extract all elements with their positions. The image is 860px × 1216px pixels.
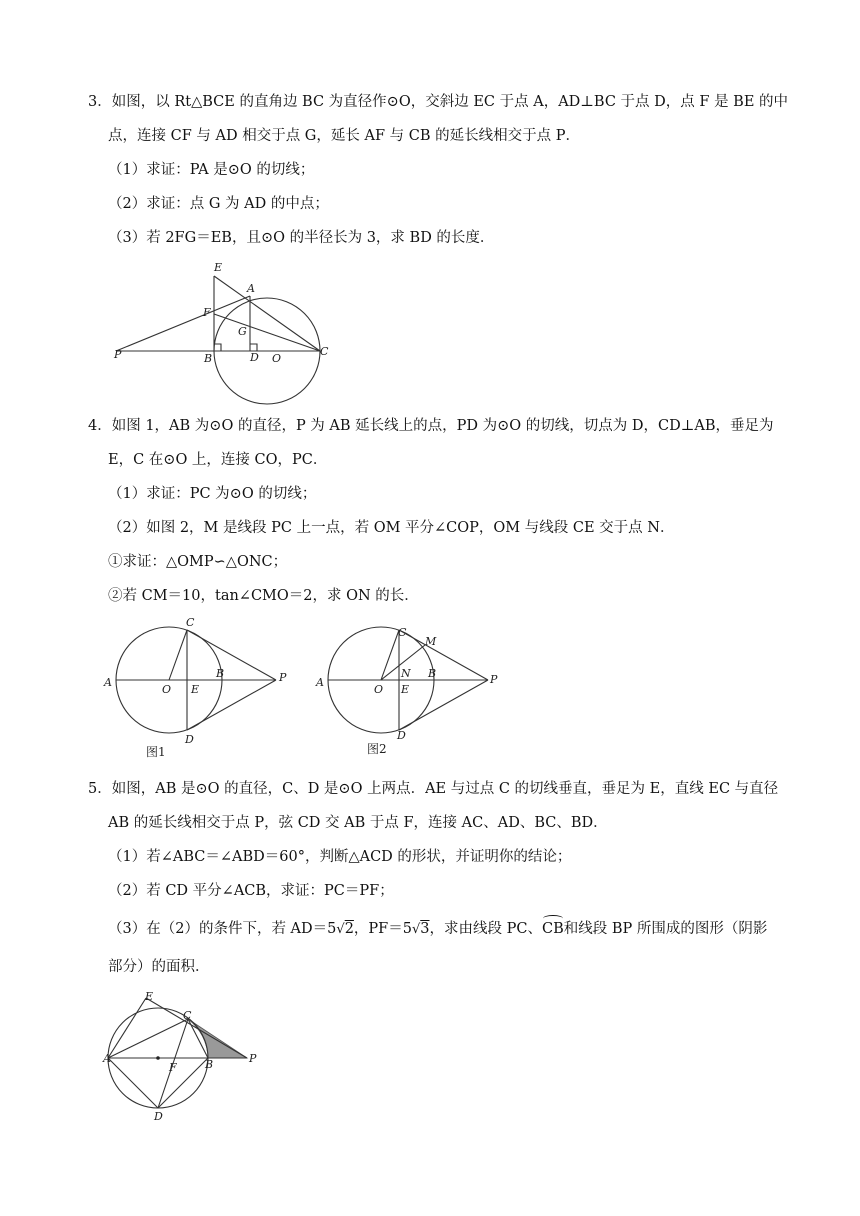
q5-radicand-3: 3 <box>420 921 430 937</box>
q3-label-A: A <box>247 282 255 295</box>
fig2-label-D: D <box>397 729 406 742</box>
fig2-label-A: A <box>316 676 324 689</box>
fig1-caption: 图1 <box>146 745 166 759</box>
q5-radicand-2: 2 <box>344 921 354 937</box>
q4-subquestion-2: （2）如图 2，M 是线段 PC 上一点，若 OM 平分∠COP，OM 与线段 CE 交于点 N． <box>108 520 675 536</box>
q3-subquestion-2: （2）求证：点 G 为 AD 的中点； <box>108 196 329 212</box>
q5-label-C: C <box>183 1009 192 1022</box>
fig1-label-O: O <box>162 683 172 696</box>
q3-label-O: O <box>272 352 282 365</box>
q3-label-D: D <box>250 351 259 364</box>
q5-arc-label: CB <box>541 921 564 937</box>
fig2-label-E: E <box>401 683 410 696</box>
q4-subquestion-2-ii: ②若 CM＝10，tan∠CMO＝2，求 ON 的长． <box>108 588 419 604</box>
q3-label-F: F <box>203 306 211 319</box>
fig2-label-B: B <box>428 667 437 680</box>
q5-label-A: A <box>103 1052 111 1065</box>
q3-label-B: B <box>204 352 213 365</box>
q5-line-1: 5．如图，AB 是⊙O 的直径，C、D 是⊙O 上两点．AE 与过点 C 的切线垂直，垂足为 E，直线 EC 与直径 <box>88 781 779 797</box>
fig1-label-B: B <box>216 667 225 680</box>
q5-line-2: AB 的延长线相交于点 P，弦 CD 交 AB 于点 F，连接 AC、AD、BC、BD． <box>108 815 608 831</box>
q3-line-1: 3．如图，以 Rt△BCE 的直角边 BC 为直径作⊙O，交斜边 EC 于点 A，AD⊥BC 于点 D，点 F 是 BE 的中 <box>88 94 789 110</box>
q5-label-E: E <box>145 990 154 1003</box>
fig1-label-C: C <box>186 616 195 629</box>
q3-label-E: E <box>214 261 223 274</box>
sqrt-icon: √ <box>411 922 421 937</box>
q3-label-P: P <box>114 348 122 361</box>
q5-s3-part-d: 和线段 BP 所围成的图形（阴影 <box>563 921 768 937</box>
sqrt-icon: √ <box>336 922 345 937</box>
fig1-label-D: D <box>185 733 194 746</box>
q3-line-2: 点，连接 CF 与 AD 相交于点 G，延长 AF 与 CB 的延长线相交于点 P． <box>108 128 580 144</box>
fig2-label-N: N <box>401 667 411 680</box>
fig1-label-P: P <box>279 671 287 684</box>
fig1-label-A: A <box>104 676 112 689</box>
q5-label-D: D <box>154 1110 163 1123</box>
q4-line-1: 4．如图 1，AB 为⊙O 的直径，P 为 AB 延长线上的点，PD 为⊙O 的切线，切点为 D，CD⊥AB，垂足为 <box>88 418 774 434</box>
q3-label-G: G <box>238 325 247 338</box>
q3-label-C: C <box>320 345 329 358</box>
fig2-caption: 图2 <box>367 742 387 756</box>
fig1-label-E: E <box>191 683 200 696</box>
q4-subquestion-1: （1）求证：PC 为⊙O 的切线； <box>108 486 317 502</box>
q5-subquestion-3-cont: 部分）的面积． <box>108 959 210 975</box>
fig2-label-C: C <box>398 626 407 639</box>
q5-subquestion-1: （1）若∠ABC＝∠ABD＝60°，判断△ACD 的形状，并证明你的结论； <box>108 849 572 865</box>
fig2-label-P: P <box>490 673 498 686</box>
q4-subquestion-2-i: ①求证：△OMP∽△ONC； <box>108 554 288 570</box>
q5-label-P: P <box>249 1052 257 1065</box>
q3-subquestion-1: （1）求证：PA 是⊙O 的切线； <box>108 162 315 178</box>
q4-line-2: E，C 在⊙O 上，连接 CO，PC． <box>108 452 328 468</box>
q5-s3-part-c: ，求由线段 PC、 <box>429 921 542 937</box>
q5-s3-part-a: （3）在（2）的条件下，若 AD＝5 <box>108 921 337 937</box>
q5-label-B: B <box>205 1058 214 1071</box>
q5-subquestion-2: （2）若 CD 平分∠ACB，求证：PC＝PF； <box>108 883 394 899</box>
fig2-label-M: M <box>425 635 437 648</box>
q5-label-F: F <box>169 1061 177 1074</box>
q5-s3-part-b: ，PF＝5 <box>353 921 412 937</box>
q3-subquestion-3: （3）若 2FG＝EB，且⊙O 的半径长为 3，求 BD 的长度． <box>108 230 495 246</box>
fig2-label-O: O <box>374 683 384 696</box>
